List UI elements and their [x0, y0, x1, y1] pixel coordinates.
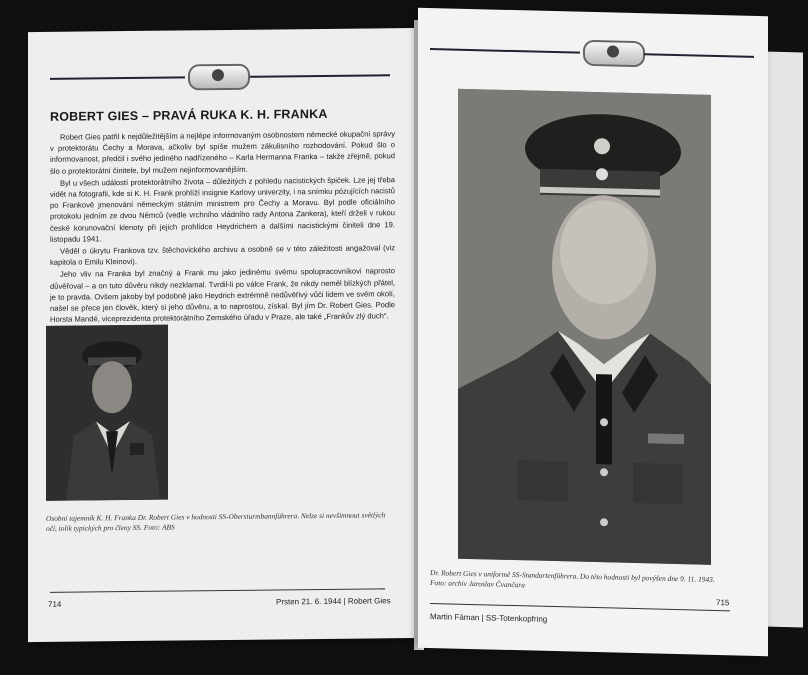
skull-icon [607, 45, 619, 57]
book-cover-edge [765, 51, 803, 627]
photo-caption-right: Dr. Robert Gies v uniformě SS-Standartenführera. Do této hodnosti byl povýšen dne 9. 11. 1943. Foto: archiv Jaroslav Čvančara [430, 568, 715, 590]
header-rule-right [250, 74, 390, 77]
skull-icon [212, 69, 224, 81]
left-page [28, 28, 423, 642]
officer-portrait-icon [46, 325, 168, 501]
running-footer-right: Martin Fáman | SS-Totenkopfring [430, 612, 548, 624]
page-number-right: 715 [716, 598, 730, 608]
running-footer-left: Prsten 21. 6. 1944 | Robert Gies [276, 596, 391, 607]
paragraph: Věděl o úkrytu Frankova tzv. štěchovického archivu a osobně se v této záležitosti angažoval (viz kapitola o Emilu Kleinovi). [50, 243, 395, 268]
chapter-body [50, 128, 395, 326]
right-page [418, 8, 768, 657]
header-rule-left [430, 48, 580, 54]
footer-rule-left [50, 588, 385, 593]
chapter-title: ROBERT GIES – PRAVÁ RUKA K. H. FRANKA [50, 106, 328, 124]
photo-caption-left: Osobní tajemník K. H. Franka Dr. Robert Gies v hodnosti SS-Obersturmbannführera. Nelze si nevšimnout světlých očí, tolik typických pro členy SS. Foto: ABS [46, 510, 386, 533]
totenkopf-ring-icon [188, 64, 250, 91]
footer-rule-right [430, 603, 730, 611]
paragraph: Jeho vliv na Franka byl značný a Frank mu jako jedinému svému spolupracovníkovi naprosto důvěřoval – a on tuto důvěru nikdy nezklamal. Tvrdil-li po válce Frank, že nikdy neměl blízkých přátel, je to pravda. Ovšem jakoby byl podobně jako Heydrich extrémně nedůvěřivý vůči lidem ve svém okolí, našel se přece jen člověk, který si jeho důvěru, a to naprostou, získal. Byl jím Dr. Robert Gies. Podle Horsta Mandé, viceprezidenta protektorátního Zemského úřadu v Praze, ale také „Frankův zlý duch“. [50, 266, 395, 325]
paragraph: Robert Gies patřil k nejdůležitějším a nejlépe informovaným osobnostem německé okupační správy v protektorátu Čechy a Morava, ačkoliv byl spíše mužem zákulisního rozhodování. Pokud šlo o informovanost, předčil i svého jediného nadřízeného – Karla Hermanna Franka – takže zřejmě, pokud šlo o protektorátní činitele, byl mužem nejinformovanějším. [50, 129, 395, 176]
portrait-photo-small [46, 325, 168, 501]
header-rule-left [50, 76, 185, 79]
header-rule-right [644, 53, 754, 58]
portrait-photo-large [458, 89, 711, 565]
paragraph: Byl u všech událostí protektorátního života – důležitých z pohledu nacistických špiček. Lze jej třeba vidět na fotografii, kde si K. H. Frank prohlíží insignie Karlovy univerzity, i na snímku pózujících nacistů po Frankově jmenování německým státním ministrem pro Čechy a Moravu. Byl podle oficiálního protokolu jedním ze dvou Němců (vedle vrchního vládního rady Antona Zankera), kteří drželi v rukou české korunovační klenoty při jejich prohlídce Heydrichem a dalšími nacistickými činiteli dne 19. listopadu 1941. [50, 175, 395, 244]
officer-portrait-icon [458, 89, 711, 565]
page-number-left: 714 [48, 599, 62, 609]
totenkopf-ring-icon [583, 40, 645, 68]
